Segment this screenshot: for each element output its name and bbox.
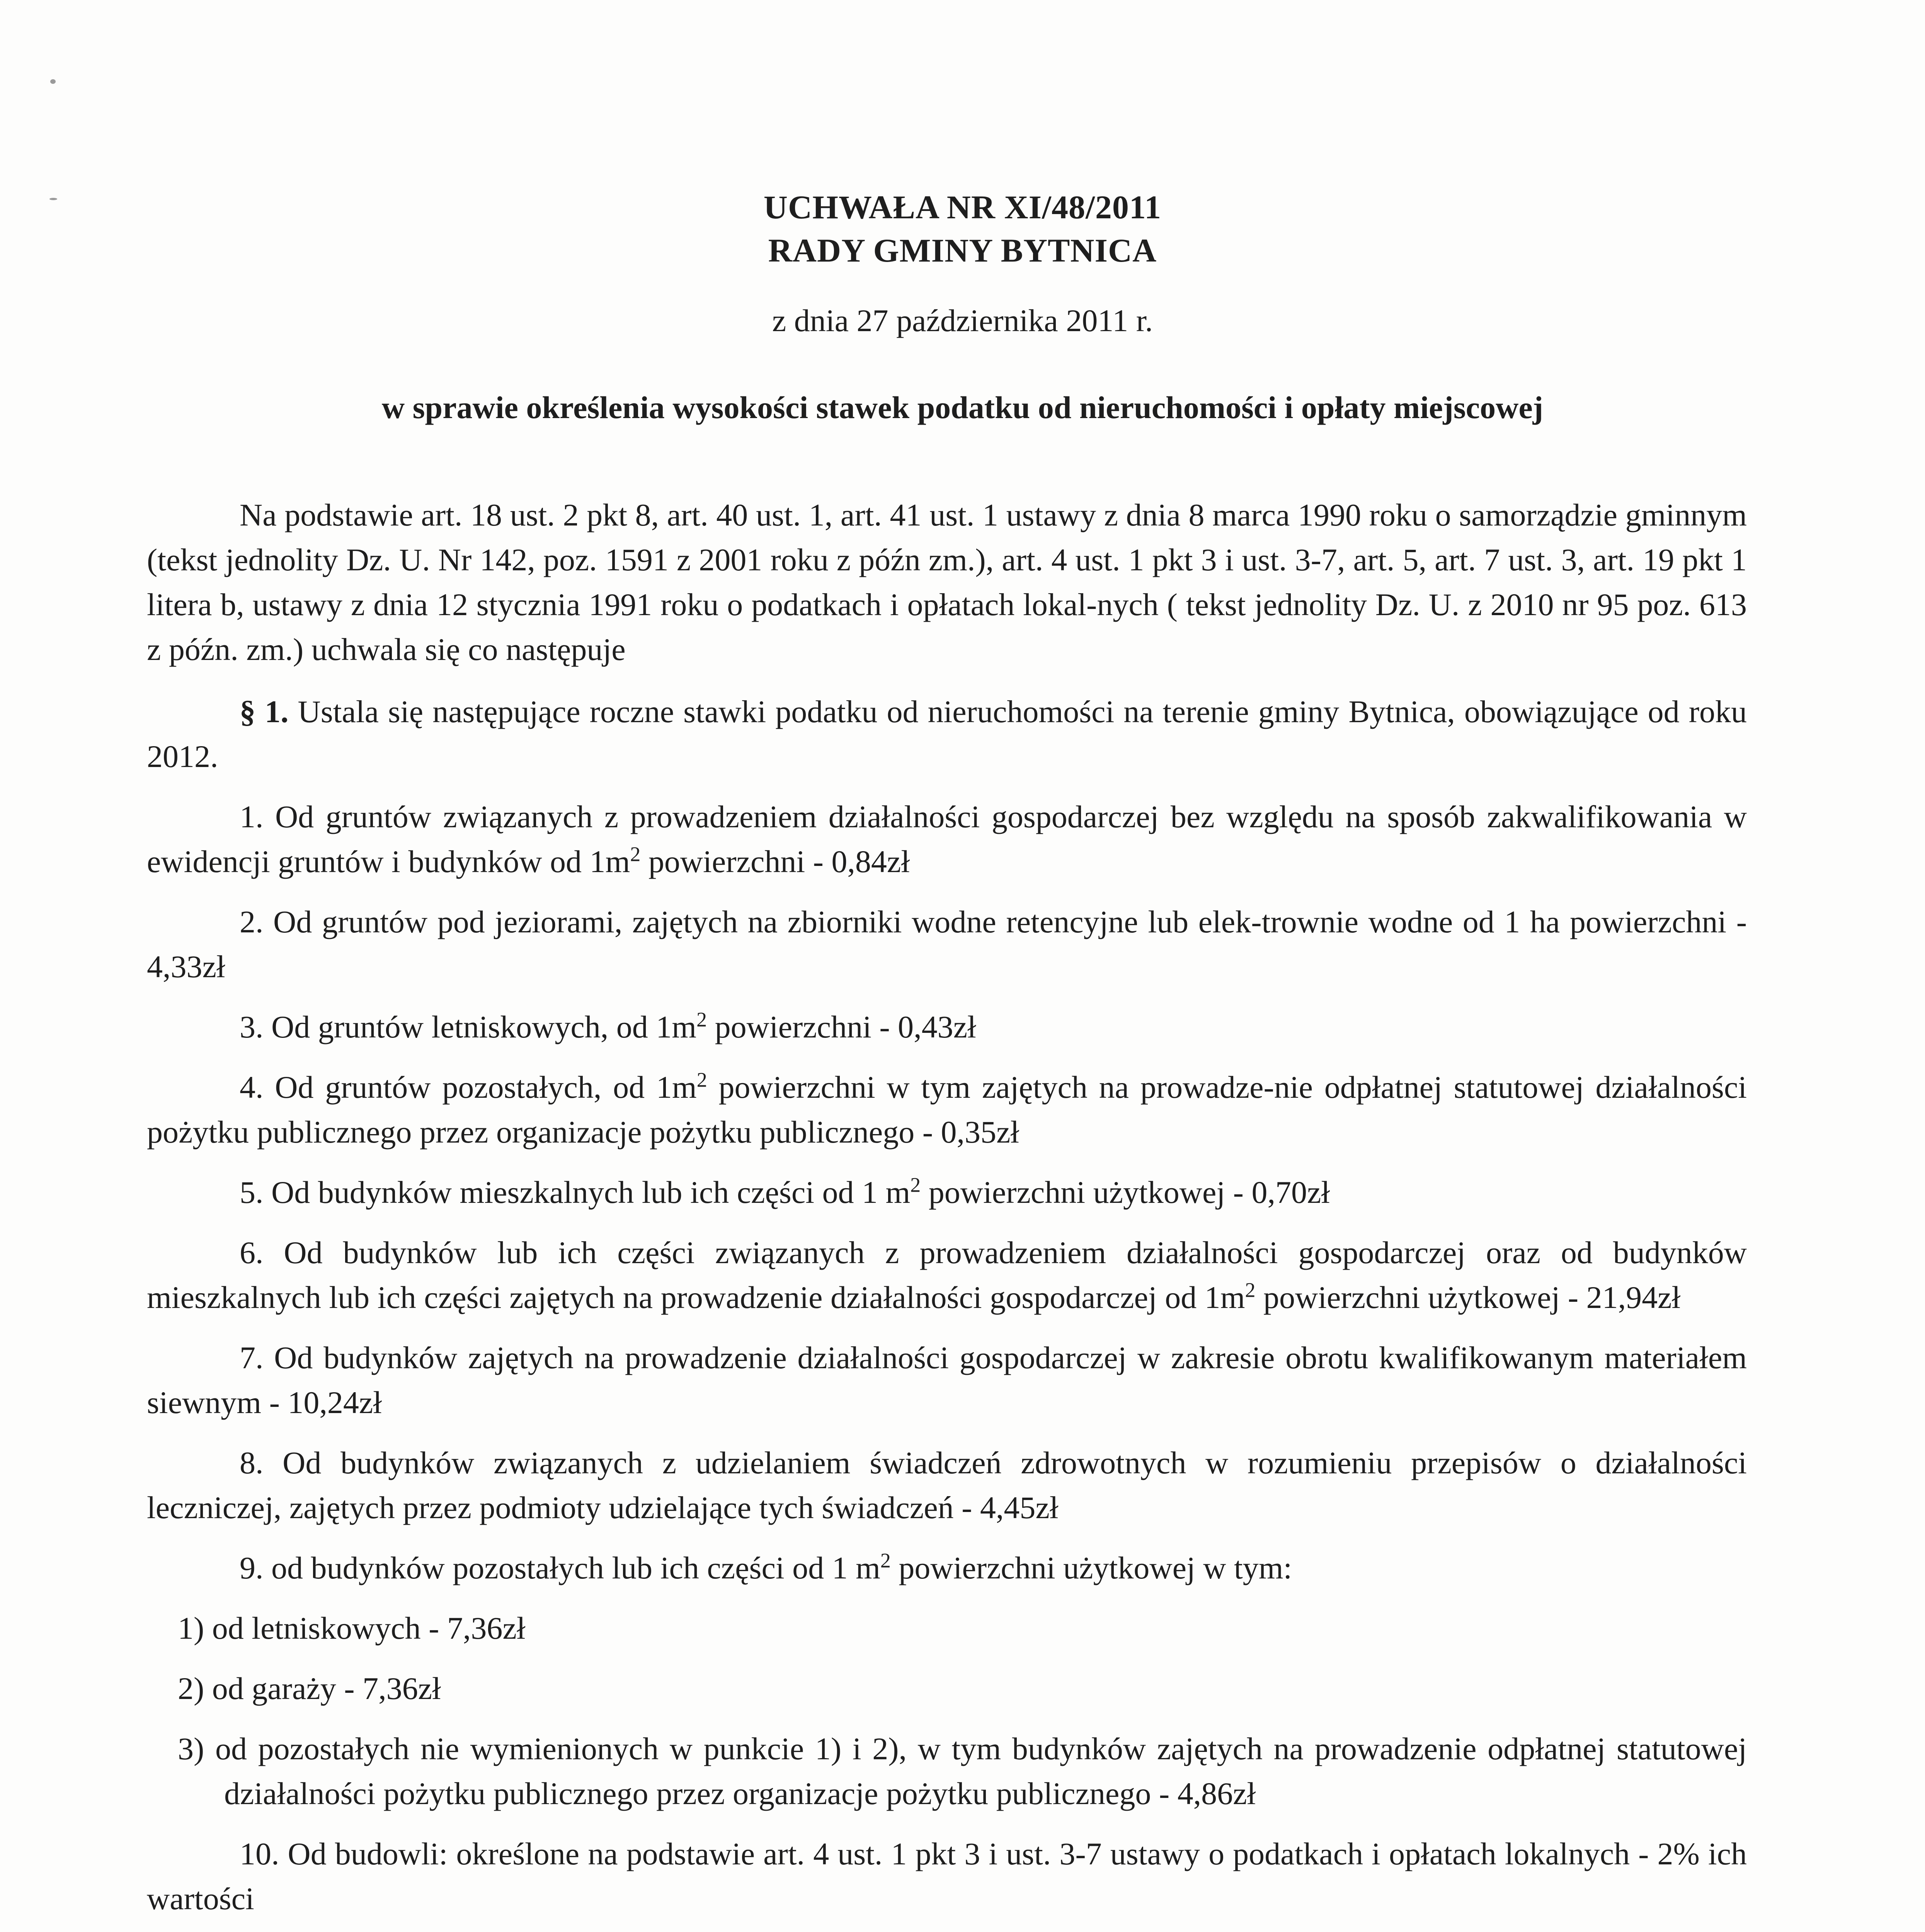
rate-item: 7. Od budynków zajętych na prowadzenie działalności gospodarczej w zakresie obrotu kwalifikowanym materiałem siewnym - 10,24zł xyxy=(147,1340,1747,1420)
rate-item: 2. Od gruntów pod jeziorami, zajętych na zbiorniki wodne retencyjne lub elek-trownie wodne od 1 ha powierzchni - 4,33zł xyxy=(147,904,1747,984)
rate-item: 10. Od budowli: określone na podstawie art. 4 ust. 1 pkt 3 i ust. 3-7 ustawy o podatkach i opłatach lokalnych - 2% ich wartości xyxy=(147,1836,1747,1916)
rate-item: 6. Od budynków lub ich części związanych z prowadzeniem działalności gospodarczej oraz od budynków mieszkalnych lub ich części zajętych na prowadzenie działalności gospodarczej od $1m^2$ powierzchni użytkowej - 21,94zł xyxy=(147,1235,1747,1315)
section-1 xyxy=(147,689,1747,779)
section-text: Ustala się następujące roczne stawki podatku od nieruchomości na terenie gminy Bytnica, obowiązujące od roku 2012. xyxy=(147,694,1747,774)
rate-item: 3. Od gruntów letniskowych, od $1m^2$ powierzchni - 0,43zł xyxy=(240,1008,976,1044)
resolution-date: z dnia 27 października 2011 r. xyxy=(772,303,1153,338)
council-name: RADY GMINY BYTNICA xyxy=(768,232,1157,269)
rate-item: 8. Od budynków związanych z udzielaniem świadczeń zdrowotnych w rozumieniu przepisów o działalności leczniczej, zajętych przez podmioty udzielające tych świadczeń - 4,45zł xyxy=(147,1445,1747,1525)
rate-subitem: 2) od garaży - 7,36zł xyxy=(178,1671,441,1706)
resolution-number: UCHWAŁA NR XI/48/2011 xyxy=(763,189,1162,226)
rate-item: 1. Od gruntów związanych z prowadzeniem działalności gospodarczej bez względu na sposób zakwalifikowania w ewidencji gruntów i budynków od $1m^2$ powierzchni - 0,84zł xyxy=(147,799,1747,879)
rate-subitem: 1) od letniskowych - 7,36zł xyxy=(178,1611,526,1646)
document-body xyxy=(147,493,1747,1932)
rate-subitem: 3) od pozostałych nie wymienionych w punkcie 1) i 2), w tym budynków zajętych na prowadzenie odpłatnej statutowej działalności pożytku publicznego przez organizacje pożytku publicznego - 4,86zł xyxy=(178,1731,1747,1811)
resolution-subject: w sprawie określenia wysokości stawek podatku od nieruchomości i opłaty miejscowej xyxy=(381,390,1544,425)
rate-item: 5. Od budynków mieszkalnych lub ich części od 1 $m^2$ powierzchni użytkowej - 0,70zł xyxy=(240,1173,1330,1210)
preamble: Na podstawie art. 18 ust. 2 pkt 8, art. 40 ust. 1, art. 41 ust. 1 ustawy z dnia 8 marca 1990 roku o samorządzie gminnym (tekst jednolity Dz. U. Nr 142, poz. 1591 z 2001 roku z późn zm.), art. 4 ust. 1 pkt 3 i ust. 3-7, art. 5, art. 7 ust. 3, art. 19 pkt 1 litera b, ustawy z dnia 12 stycznia 1991 roku o podatkach i opłatach lokal-nych ( tekst jednolity Dz. U. z 2010 nr 95 poz. 613 z późn. zm.) uchwala się co następuje xyxy=(147,497,1747,667)
rate-item: 9. od budynków pozostałych lub ich części od 1 $m^2$ powierzchni użytkowej w tym: xyxy=(240,1549,1292,1585)
scan-speck xyxy=(50,79,56,84)
rate-item: 4. Od gruntów pozostałych, od $1m^2$ powierzchni w tym zajętych na prowadze-nie odpłatnej statutowej działalności pożytku publicznego przez organizacje pożytku publicznego - 0,35zł xyxy=(147,1068,1747,1150)
section-mark: § 1. xyxy=(240,694,289,729)
